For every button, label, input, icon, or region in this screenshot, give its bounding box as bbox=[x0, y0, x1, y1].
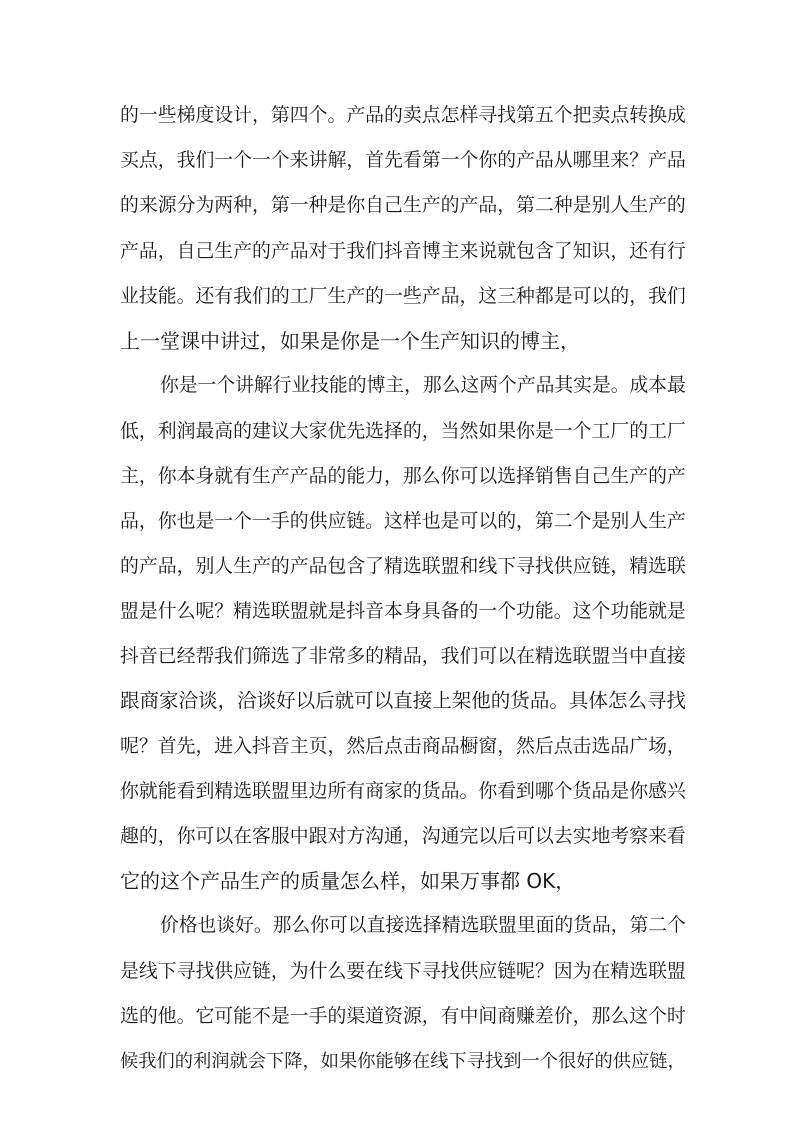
text-line-10: 品，你也是一个一手的供应链。这样也是可以的，第二个是别人生产 bbox=[120, 510, 686, 532]
text-line-18: 它的这个产品生产的质量怎么样，如果万事都 OK， bbox=[120, 869, 576, 893]
text-line-13: 抖音已经帮我们筛选了非常多的精品，我们可以在精选联盟当中直接 bbox=[120, 645, 686, 667]
text-line-1: 的一些梯度设计，第四个。产品的卖点怎样寻找第五个把卖点转换成 bbox=[120, 104, 686, 126]
text-line-11: 的产品，别人生产的产品包含了精选联盟和线下寻找供应链，精选联 bbox=[120, 555, 686, 577]
text-line-2: 买点，我们一个一个来讲解，首先看第一个你的产品从哪里来？产品 bbox=[120, 149, 686, 171]
text-line-4: 产品，自己生产的产品对于我们抖音博主来说就包含了知识，还有行 bbox=[120, 240, 686, 262]
text-line-20: 是线下寻找供应链，为什么要在线下寻找供应链呢？因为在精选联盟 bbox=[120, 960, 686, 982]
text-line-19: 价格也谈好。那么你可以直接选择精选联盟里面的货品，第二个 bbox=[160, 915, 686, 936]
text-line-12: 盟是什么呢？精选联盟就是抖音本身具备的一个功能。这个功能就是 bbox=[120, 600, 686, 622]
text-line-15: 呢？首先，进入抖音主页，然后点击商品橱窗，然后点击选品广场， bbox=[120, 735, 686, 757]
text-line-16: 你就能看到精选联盟里边所有商家的货品。你看到哪个货品是你感兴 bbox=[120, 780, 686, 802]
text-line-6: 上一堂课中讲过，如果是你是一个生产知识的博主， bbox=[120, 329, 580, 353]
text-line-5: 业技能。还有我们的工厂生产的一些产品，这三种都是可以的，我们 bbox=[120, 285, 686, 307]
text-line-22: 候我们的利润就会下降，如果你能够在线下寻找到一个很好的供应链， bbox=[120, 1051, 686, 1072]
text-line-14: 跟商家洽谈，洽谈好以后就可以直接上架他的货品。具体怎么寻找 bbox=[120, 689, 686, 712]
text-line-7: 你是一个讲解行业技能的博主，那么这两个产品其实是。成本最 bbox=[160, 375, 686, 396]
text-line-17: 趣的，你可以在客服中跟对方沟通，沟通完以后可以去实地考察来看 bbox=[120, 825, 686, 847]
text-line-9: 主，你本身就有生产产品的能力，那么你可以选择销售自己生产的产 bbox=[120, 465, 686, 487]
text-line-8: 低，利润最高的建议大家优先选择的，当然如果你是一个工厂的工厂 bbox=[120, 420, 686, 442]
text-line-3: 的来源分为两种，第一种是你自己生产的产品，第二种是别人生产的 bbox=[120, 194, 686, 216]
text-line-21: 选的他。它可能不是一手的渠道资源，有中间商赚差价，那么这个时 bbox=[120, 1005, 686, 1027]
